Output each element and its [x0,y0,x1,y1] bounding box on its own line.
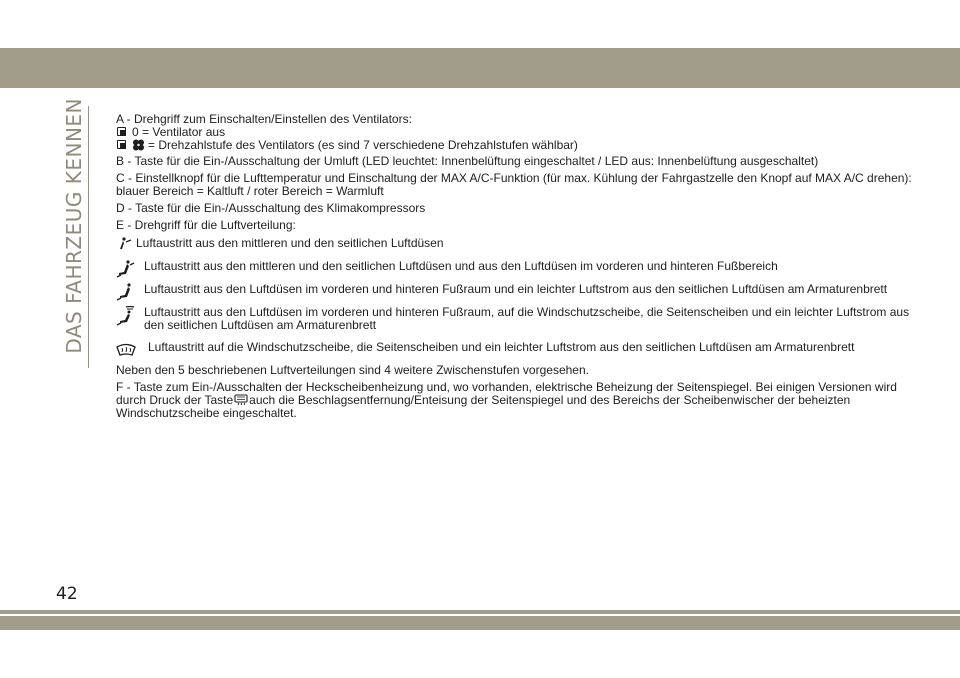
vent-mode-3-text: Luftaustritt aus den Luftdüsen im vorderen und hinteren Fußraum und ein leichter Luftstrom aus den seitlichen Luftdüsen am Armaturenbrett [144,281,888,296]
fan-icon [132,139,145,151]
item-f-text-1: F - Taste zum Ein-/Ausschalten der Heckscheibenheizung und, wo vorhanden, elektrische Beheizung der Seitenspiegel. Bei einigen Versionen wird durch Druck der Taste [116,379,897,407]
footer-band [0,616,960,630]
feet-defrost-vent-icon [116,306,136,326]
footer-rule [0,610,960,614]
intermediate-note: Neben den 5 beschriebenen Luftverteilungen sind 4 weitere Zwischenstufen vorgesehen. [116,363,589,378]
item-a: A - Drehgriff zum Einschalten/Einstellen des Ventilators: [116,112,412,126]
item-b: B - Taste für die Ein-/Ausschaltung der Umluft (LED leuchtet: Innenbelüftung eingeschaltet / LED aus: Innenbelüftung ausgeschaltet) [116,154,819,169]
bullet-box-icon [117,140,126,149]
vent-mode-1 [116,237,916,250]
item-f [116,381,916,419]
windshield-defrost-icon [116,341,136,361]
item-e: E - Drehgriff für die Luftverteilung: [116,217,296,232]
item-a-sub2 [116,139,916,152]
feet-vent-icon [116,283,136,303]
vent-mode-5-text: Luftaustritt auf die Windschutzscheibe, die Seitenscheiben und ein leichter Luftstrom aus den seitlichen Luftdüsen am Armaturenbrett [148,340,855,355]
vent-mode-1-text: Luftaustritt aus den mittleren und den seitlichen Luftdüsen [136,236,444,251]
face-vent-icon [116,237,136,257]
page-number: 42 [56,584,78,604]
chapter-title: DAS FAHRZEUG KENNEN [62,98,86,354]
item-d: D - Taste für die Ein-/Ausschaltung des Klimakompressors [116,200,426,215]
face-feet-vent-icon [116,260,136,280]
rear-defrost-icon [234,394,248,405]
item-a-sub2-text: = Drehzahlstufe des Ventilators (es sind 7 verschiedene Drehzahlstufen wählbar) [148,137,578,152]
vent-mode-5 [116,341,916,354]
vent-mode-2-text: Luftaustritt aus den mittleren und den seitlichen Luftdüsen und aus den Luftdüsen im vorderen und hinteren Fußbereich [144,259,778,274]
vent-mode-2 [116,260,916,273]
vent-mode-4 [116,306,916,332]
item-f-text-2: auch die Beschlagsentfernung/Enteisung der Seitenspiegel und des Bereichs der Scheibenwischer der beheizten Windschutzscheibe eingeschaltet. [116,392,851,420]
vent-mode-3 [116,283,916,296]
page-content [116,113,916,423]
item-c: C - Einstellknopf für die Lufttemperatur und Einschaltung der MAX A/C-Funktion (für max. Kühlung der Fahrgastzelle den Knopf auf MAX A/C drehen): blauer Bereich = Kaltluft / roter Bereich = Warmluft [116,171,912,198]
bullet-box-icon [117,127,126,136]
vent-mode-4-text: Luftaustritt aus den Luftdüsen im vorderen und hinteren Fußraum, auf die Windschutzscheibe, die Seitenscheiben und ein leichter Luftstrom aus den seitlichen Luftdüsen am Armaturenbrett [144,304,910,332]
header-band [0,48,960,88]
item-a-sub1-text: 0 = Ventilator aus [132,124,226,139]
chapter-divider [88,106,89,368]
